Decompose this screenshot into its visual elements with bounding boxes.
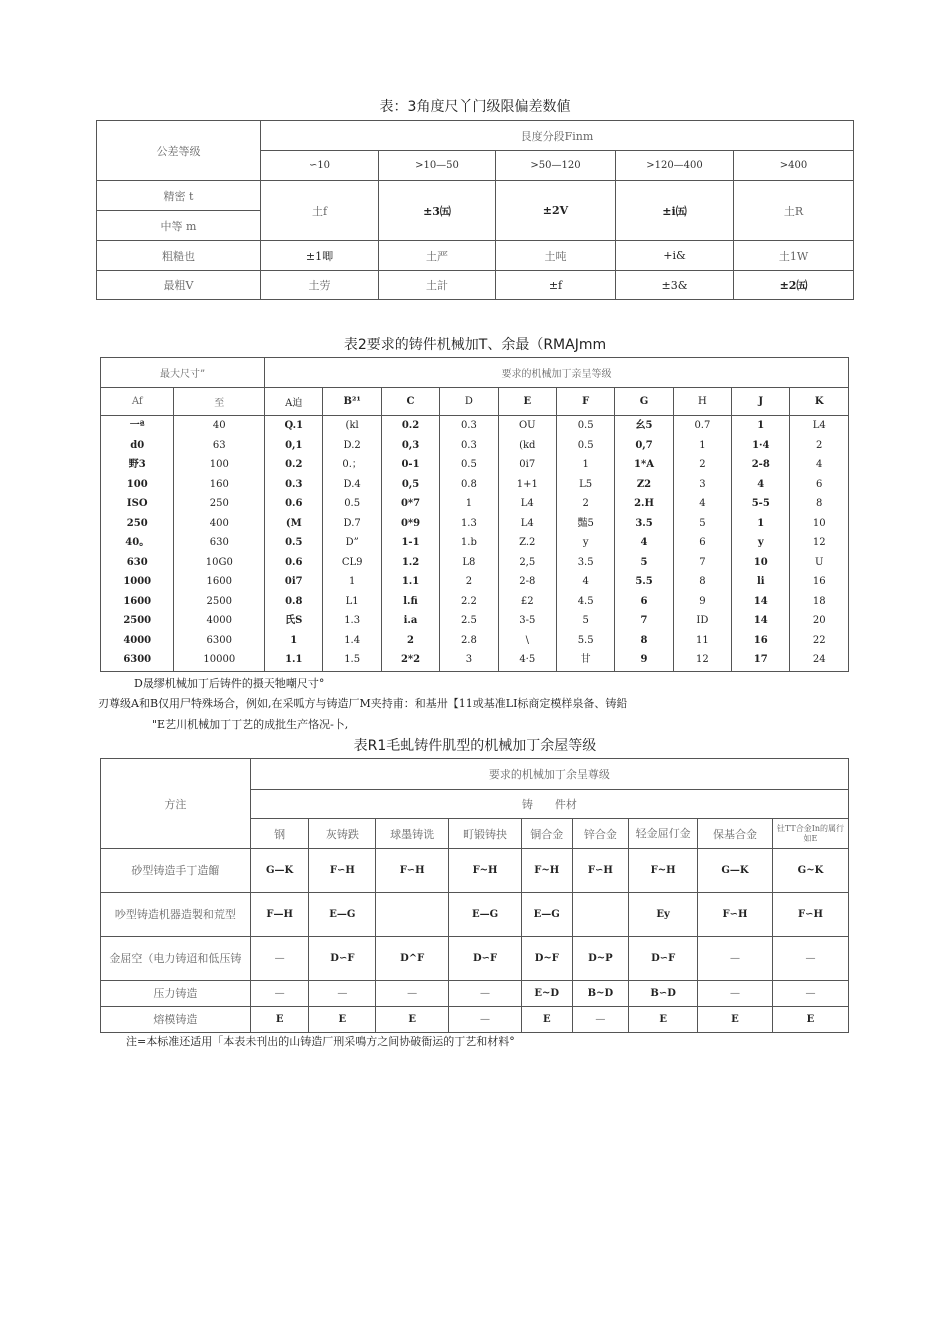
table-cell: 1+1 [516,478,538,490]
table-cell: E—G [449,893,522,937]
data-column [673,416,731,672]
table-cell: E~D [521,981,572,1007]
table-cell: £2 [520,595,534,607]
table-cell: 2,5 [519,556,536,568]
table-cell: OU [518,420,536,431]
table-cell: 0*9 [400,517,421,529]
data-column [498,416,556,672]
table-cell: 0.5 [460,459,477,470]
table-cell: 一ª [129,420,145,431]
table-cell: 野3 [128,459,146,470]
table-cell: 1.1 [401,576,420,587]
data-column [440,416,498,672]
table-cell: 2 [699,459,706,470]
table-cell: 0.3 [460,439,477,451]
table-cell: D^F [376,937,449,981]
table-cell: F∽H [772,893,848,937]
table-cell: 0.3 [460,420,477,431]
table-cell: 0i7 [519,459,536,470]
table-cell: 2*2 [400,654,421,665]
method-header: 方注 [101,759,251,849]
table-cell: 250 [126,517,148,529]
table-cell: 250 [209,498,229,509]
table-cell: F∽H [309,849,376,893]
table-cell: 4 [582,576,589,587]
grade-col: E [498,388,556,416]
table-cell: D~P [572,937,629,981]
table-cell: F∽H [572,849,629,893]
table-cell: — [698,937,773,981]
table-cell: L4 [520,517,534,529]
table-cell: (kd [519,439,536,451]
table-cell: 400 [209,517,229,529]
table2-note-2: 刃尊级A和B仅用尸特殊场合，例如,在采呱方与铸造厂M夹持甫：和基卅【11或基准LI标商定模样泉备、铸鉛 [98,697,628,710]
table-cell: E [309,1007,376,1033]
range-col: >120—400 [616,151,734,181]
table-cell: 3 [465,654,473,665]
data-column [381,416,439,672]
table-cell: 17 [753,654,768,665]
table-cell: — [572,1007,629,1033]
table-cell: 0.5 [344,498,361,509]
table-cell: D∽F [449,937,522,981]
table-cell: 1 [348,576,356,587]
table-cell: — [250,981,309,1007]
grade-col: J [732,388,790,416]
table-cell: 12 [696,654,709,665]
merged-cell: ±i㈤ [616,181,734,241]
table-cell: L4 [520,498,534,509]
table-cell: D.2 [343,439,361,451]
table-cell: E [629,1007,698,1033]
table-cell: 0i7 [284,576,303,587]
grade-header: 要求的机械加丁余呈尊级 [250,759,848,790]
material-col: 轻金屈仃金 [629,819,698,849]
method-label: 砂型铸造手丁造餾 [101,849,251,893]
table-cell: 甘 [580,654,591,665]
table-cell: E [521,1007,572,1033]
grade-col: K [790,388,849,416]
table-cell: F~H [521,849,572,893]
grade-col: A迫 [265,388,323,416]
merged-cell: 土f [261,181,379,241]
table-cell: 2-8 [751,459,770,470]
table-cell: F∽H [698,893,773,937]
table-cell: 10 [812,517,826,529]
table-cell: 2 [582,498,589,509]
material-col: 保基合金 [698,819,773,849]
table-cell: G~K [772,849,848,893]
table-cell: 24 [812,654,826,665]
table-cell: 22 [812,634,826,646]
table-cell: 0,3 [401,439,420,451]
table-cell: 1 [582,459,589,470]
table-cell: E [250,1007,309,1033]
table-cell: 2500 [206,595,232,607]
table-cell: 10G0 [205,556,233,568]
method-label: 压力铸造 [101,981,251,1007]
table-cell: 1.4 [344,634,361,646]
table-cell: 1000 [123,576,152,587]
table-cell: 20 [812,615,826,626]
table-cell: E—G [309,893,376,937]
table-cell: 2.2 [460,595,477,607]
table-cell: 4·5 [519,654,536,665]
grade-col: F [556,388,614,416]
table-cell: 3.5 [577,556,594,568]
table-cell: B∽D [629,981,698,1007]
table-cell: Ey [629,893,698,937]
table-cell: 0*7 [400,498,421,509]
table-cell: U [815,556,824,568]
table2-note-3: "E艺川机械加丁丁艺的成批生产恪况-卜, [152,718,349,731]
material-header: 铸 件材 [250,790,848,819]
angle-tolerance-table [96,120,854,300]
table-cell: D.4 [343,478,361,490]
table-cell: — [698,981,773,1007]
table-cell: 4 [640,537,648,548]
table-cell: — [309,981,376,1007]
table-cell: 0.2 [285,459,303,470]
table-cell: li [756,576,765,587]
table-cell: 7 [699,556,706,568]
table-cell: 5 [640,556,648,568]
table-cell: E [376,1007,449,1033]
grade-col: D [440,388,498,416]
table-cell: 1-1 [401,537,420,548]
table-cell: Z.2 [519,537,536,548]
table-cell [376,893,449,937]
table-cell: 6300 [123,654,152,665]
table-cell: L8 [462,556,476,568]
table-cell: F—H [250,893,309,937]
material-col: 钍TT合金In的属行如E [772,819,848,849]
table-cell: 12 [812,537,826,548]
cell: ±1唧 [261,241,379,271]
table-cell: 18 [812,595,826,607]
merged-cell: 土R [734,181,854,241]
table-cell: 0.3 [285,478,303,490]
table-cell: 2-8 [519,576,536,587]
table-cell: 1.1 [285,654,303,665]
range-col: >10—50 [379,151,496,181]
table-cell: 630 [209,537,229,548]
table-cell: 1 [465,498,473,509]
cell: 土严 [379,241,496,271]
table-row [101,849,849,893]
table-cell: D∽F [309,937,376,981]
table-cell: 9 [699,595,706,607]
casting-method-table [100,758,849,1033]
table-row [101,1007,849,1033]
table-cell: — [772,937,848,981]
material-col: 钢 [250,819,309,849]
table-cell: 63 [212,439,226,451]
table-cell: F~H [629,849,698,893]
range-header: 艮度分段Finm [261,121,854,151]
grade-header: 要求的机械加丁亲呈等级 [265,358,849,388]
table-cell: L4 [812,420,826,431]
table-cell: 9 [640,654,648,665]
table-cell: D” [345,537,359,548]
grade-col: G [615,388,673,416]
table-cell: CL9 [341,556,363,568]
cell: 土1W [734,241,854,271]
sub-header: Af [101,388,174,416]
method-label: 吵型铸造机器造製和荒型 [101,893,251,937]
table-cell: 5 [582,615,589,626]
table-cell: 1·4 [752,439,770,451]
table-cell: 14 [753,595,768,607]
table-cell: 1600 [206,576,232,587]
table-row [101,937,849,981]
table-cell: 0.7 [694,420,711,431]
cell: ±f [496,271,616,300]
grade-header: 公差等级 [97,121,261,181]
material-col: 町锻铸抉 [449,819,522,849]
table-cell: 0.8 [460,478,477,490]
table2-note-1: D晟缪机械加丁后铸件的摄天牠嘲尺寸° [134,677,325,690]
table-cell: 1 [699,439,706,451]
table-cell: 8 [699,576,706,587]
table-cell: \ [525,634,529,646]
table-cell: 1.5 [344,654,361,665]
table-cell: 1.3 [460,517,477,529]
table-cell: 7 [640,615,648,626]
merged-cell: ±2V [496,181,616,241]
table-cell: 3 [699,478,706,490]
table-cell: l.fi [403,595,418,607]
table-row [101,981,849,1007]
data-column [174,416,265,672]
row-label: 中等 m [97,211,261,241]
cell: ±3& [616,271,734,300]
table-cell: y [757,537,764,548]
table-cell: D∽F [629,937,698,981]
table-cell: 0.2 [401,420,420,431]
table-cell: 2.H [634,498,654,509]
table-cell: 11 [696,634,709,646]
data-column [323,416,381,672]
table-cell: 幺5 [635,420,653,431]
grade-col: B²¹ [323,388,381,416]
table-cell: 1600 [123,595,152,607]
table-cell [572,893,629,937]
table-cell: 6 [699,537,706,548]
table-cell: 1.2 [401,556,420,568]
table-cell: 2.8 [460,634,477,646]
data-column [615,416,673,672]
method-label: 金屈空（电力铸迢和低压铸 [101,937,251,981]
table3-caption: 表：3角度尺丫门级限偏差数値 [379,99,571,115]
material-col: 锌合金 [572,819,629,849]
table-cell: — [449,1007,522,1033]
table-cell: 100 [209,459,229,470]
table-cell: 3.5 [635,517,653,529]
machining-allowance-table [100,357,849,672]
table-cell: 0.5 [577,420,594,431]
table-cell: 氏S [285,615,303,626]
table-cell: 1 [757,420,765,431]
range-col: >400 [734,151,854,181]
table-cell: D~F [521,937,572,981]
table-cell: (M [285,517,302,529]
merged-cell: ±3㈤ [379,181,496,241]
range-col: >50—120 [496,151,616,181]
table-cell: 4.5 [577,595,594,607]
table-cell: 0.6 [285,498,303,509]
table-cell: 0,5 [401,478,420,490]
table-cell: 4 [757,478,765,490]
table-cell: 16 [753,634,768,646]
table-cell: 4 [816,459,823,470]
table-cell: 0.5 [577,439,594,451]
table-cell: 2.5 [460,615,477,626]
table-cell: 16 [812,576,826,587]
table-cell: — [250,937,309,981]
table-cell: 1 [757,517,765,529]
table-cell: Q.1 [284,420,304,431]
table-cell: E [698,1007,773,1033]
table-cell: — [376,981,449,1007]
table-cell: 5 [699,517,706,529]
sub-header: 至 [174,388,265,416]
row-label: 最粗V [97,271,261,300]
data-column [101,416,174,672]
table-cell: — [772,981,848,1007]
table-cell: 3-5 [519,615,536,626]
table-cell: 0.； [342,459,362,470]
table-cell: G—K [698,849,773,893]
table-cell: Z2 [636,478,652,490]
table-cell: 0.5 [285,537,303,548]
table-cell: 0.6 [285,556,303,568]
table-cell: ISO [126,498,148,509]
table-cell: (kl [345,420,359,431]
table-cell: 2500 [123,615,152,626]
table-cell: 2 [816,439,823,451]
table-cell: — [449,981,522,1007]
table-cell: 10 [753,556,768,568]
table-cell: 1 [290,634,298,646]
data-column [790,416,849,672]
table-cell: 0-1 [401,459,420,470]
table-cell: 6 [640,595,648,607]
table-cell: 4000 [206,615,232,626]
table-cell: 6300 [206,634,232,646]
table-cell: 1*A [634,459,654,470]
table1-note: 注=本标准还适用「本表未刊出的山铸造厂刑采鳴方之间协破衙运的丁艺和材料° [126,1035,515,1048]
table-cell: i.a [403,615,418,626]
table-cell: y [582,537,589,548]
row-label: 精密 t [97,181,261,211]
material-col: 铜合金 [521,819,572,849]
table-cell: 40 [212,420,226,431]
table-cell: 10000 [203,654,236,665]
row-label: 粗糙也 [97,241,261,271]
cell: 土計 [379,271,496,300]
cell: ±2㈤ [734,271,854,300]
range-col: ∽10 [261,151,379,181]
grade-col: H [673,388,731,416]
table-cell: G—K [250,849,309,893]
table-cell: F~H [449,849,522,893]
size-header: 最大尺寸” [101,358,265,388]
data-column [265,416,323,672]
table-cell: 4000 [123,634,152,646]
material-col: 灰铸跌 [309,819,376,849]
table-row [101,893,849,937]
table-cell: 0,1 [285,439,303,451]
table-cell: E—G [521,893,572,937]
table-cell: 0,7 [635,439,653,451]
table-cell: F∽H [376,849,449,893]
grade-col: C [381,388,439,416]
material-col: 球墨铸诜 [376,819,449,849]
table-cell: 2 [465,576,473,587]
table-cell: 40。 [125,537,150,548]
table-cell: 8 [640,634,648,646]
table-cell: 4 [699,498,706,509]
table-cell: 5.5 [577,634,594,646]
table-cell: 14 [753,615,768,626]
data-column [732,416,790,672]
table-cell: 5.5 [635,576,653,587]
table1-caption: 表R1毛虬铸件肌型的机械加丁余屋等级 [353,738,597,754]
cell: +i& [616,241,734,271]
method-label: 熔模铸造 [101,1007,251,1033]
table-cell: 6 [816,478,823,490]
table-cell: 630 [126,556,148,568]
table-cell: ID [696,615,709,626]
table-cell: B~D [572,981,629,1007]
table-cell: L5 [579,478,593,490]
table-cell: 0.8 [285,595,303,607]
table-cell: 160 [209,478,229,490]
data-column [556,416,614,672]
table-cell: d0 [130,439,145,451]
cell: 土劳 [261,271,379,300]
table-cell: L1 [345,595,359,607]
table-cell: 豔5 [577,517,594,529]
cell: 土吨 [496,241,616,271]
table-cell: 1.3 [344,615,361,626]
table-cell: 2 [407,634,414,646]
table-cell: 8 [816,498,823,509]
table-cell: 5-5 [751,498,770,509]
table2-caption: 表2要求的铸件机械加T、余最（RMAJmm [343,337,607,353]
table-cell: 100 [126,478,148,490]
table-cell: 1.b [460,537,477,548]
table-cell: D.7 [343,517,361,529]
table-cell: E [772,1007,848,1033]
